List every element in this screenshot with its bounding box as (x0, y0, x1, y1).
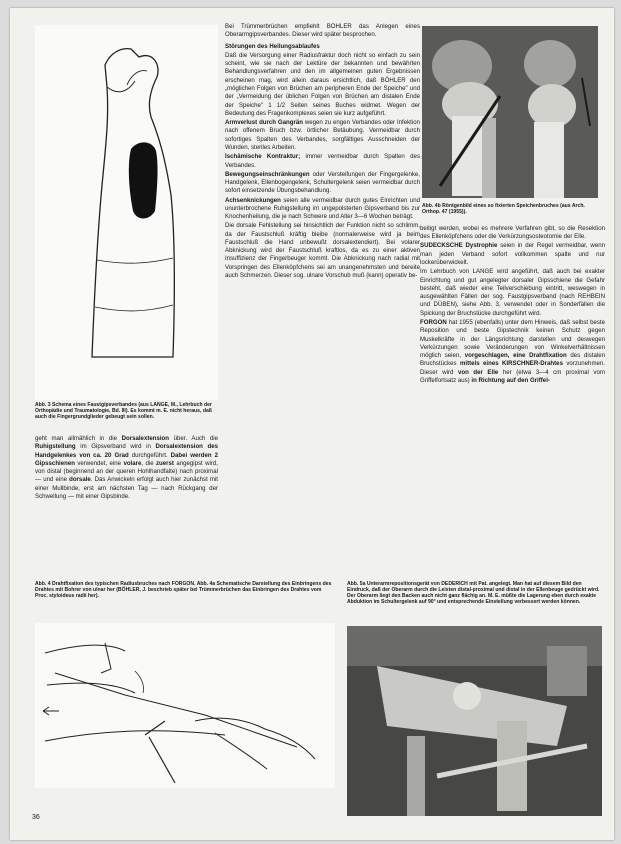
section-heading: Störungen des Heilungsablaufes (225, 42, 320, 50)
figure-wire-drawing (35, 623, 335, 788)
column-1-text (35, 435, 218, 575)
figure-cast-schematic (35, 25, 218, 400)
paragraph: Im Lehrbuch von LANGE wird angeführt, daß auch bei exakter Einrichtung und gut angelegter dorsaler Gipsschiene die Gefahr besteht, daß wieder eine Teilverschiebung eintritt, weswegen in ausgewählten Fällen der sog. Faustgipsverband (nach REHBEIN und DÜBEN), siehe Abb. 3, verwendet oder in Sonderfällen die Spickung der Bruchstücke durchgeführt wird. (420, 268, 605, 317)
figure-xray (422, 26, 598, 198)
paragraph: beitigt werden, wobei es mehrere Verfahren gibt, so die Resektion des Ellenköpfchens oder die Verkürzungsosteotomie der Elle. (420, 225, 605, 241)
page-number: 36 (32, 814, 40, 821)
column-1-paragraph: geht man allmählich in die Dorsalextension über. Auch die Ruhigstellung im Gipsverband wird in Dorsalextension des Handgelenkes von ca. 20 Grad durchgeführt. Dabei werden 2 Gipsschienen verwendet, eine volare, die zuerst angegipst wird, von distal (beginnend an der queren Hohlhandfalte) nach proximal — und eine dorsale. Das Anwickeln erfolgt auch hier zunächst mit einer Mullbinde, erst am nächsten Tag — nach Rückgang der Schwellung — mit einer Gipsbinde. (35, 435, 218, 501)
paragraph: Die dorsale Fehlstellung sei hinsichtlich der Funktion nicht so schlimm, da der Faustschluß kräftig bleibe (normalerweise wird ja beim Faustschluß die Hand unbewußt dorsalextendiert). Bei volarer Abknickung wird der Faustschluß kraftlos, da es zu einer aktiven Insuffizienz der Fingerbeuger kommt. Die Abknickung nach radial mit Vorspringen des Ellenköpfchens sei am unangenehmsten und bereite auch Schmerzen. Dieser sog. ulnare Vorschub muß (kann) operativ be- (225, 222, 420, 280)
paragraph: SUDECKSCHE Dystrophie seien in der Regel vermeidbar, wenn man jeden Verband sofort vollkommen spalte und nur lockerüberwickelt. (420, 242, 605, 267)
column-3-text (420, 225, 605, 575)
wire-drawing (35, 623, 335, 788)
paragraph: Daß die Versorgung einer Radiusfraktur doch nicht so einfach zu sein scheint, wie sie nach der Lektüre der bekannten und bewährten Behandlungsverfahren und den im allgemeinen guten Ergebnissen erscheinen mag, wird allein daraus ersichtlich, daß BÖHLER den „möglichen Folgen von Brüchen am peripheren Ende der Speiche" und der „Vermeidung der üblichen Folgen von Brüchen am distalen Ende der Speiche" 1 1/2 Seiten seines Buches widmet. Wegen der Bedeutung des Fragenkomplexes seien sie kurz aufgeführt. (225, 51, 420, 117)
figure-5a-caption: Abb. 5a Unterarmrepositionsgerät von DEDERICH mit Pat. angelegt. Man hat auf diesem Bild den Eindruck, daß der Oberarm durch die Leisten distal-proximal und distal in der Ellenbeuge gedrückt wird. Der Oberarm liegt den Backen auch nicht ganz flächig an. M. E. müßte die Lagerung eben durch exakte Abduktion im Schultergelenk auf 90° und entsprechende Einstellung verbessert werden können. (347, 581, 600, 606)
figure-3-caption: Abb. 3 Schema eines Faustgipsverbandes (aus LANGE, M., Lehrbuch der Orthopädie und Traumatologie, Bd. III). Es kommt m. E. nicht heraus, daß auch die Fingergrundglieder gebeugt sein sollen. (35, 402, 212, 421)
paragraph: FORGON hat 1955 (ebenfalls) unter dem Hinweis, daß selbst beste Reposition und beste Gipstechnik keinen Schutz gegen Muskelkräfte in der Längsrichtung darstellen und deswegen Verkürzungen sowie Veränderungen von Winkelverhältnissen möglich seien, vorgeschlagen, eine Drahtfixation des distalen Bruchstückes mittels eines KIRSCHNER-Drahtes vorzunehmen. Dieser wird von der Elle her (etwa 3—4 cm proximal vom Griffelfortsatz aus) in Richtung auf den Griffel- (420, 318, 605, 385)
paragraph: Ischämische Kontraktur; immer vermeidbar durch Spalten des Verbandes. (225, 153, 420, 169)
column-2-text (225, 23, 420, 575)
journal-page (10, 8, 614, 840)
apparatus-photo (347, 626, 602, 816)
paragraph: Achsenknickungen seien alle vermeidbar durch gutes Einrichten und ununterbrochene Ruhigstellung im ungepolsterten Gipsverband bis zur Knochenheilung, die je nach Schwere und Alter 3—6 Wochen beträgt. (225, 196, 420, 221)
figure-4b-caption: Abb. 4b Röntgenbild eines so fixierten Speichenbruches (aus Arch. Orthop. 47 (1955)). (422, 203, 585, 216)
xray-image (422, 26, 598, 198)
paragraph: Bewegungseinschränkungen oder Versteifungen der Fingergelenke, Handgelenk, Ellenbogengelenk, Schultergelenk seien vermeidbar durch sofort einsetzende Übungsbehandlung. (225, 170, 420, 195)
intro-paragraph: Bei Trümmerbrüchen empfiehlt BÖHLER das Anlegen eines Oberarmgipsverbandes. Dieser wird später besprochen. (225, 23, 420, 39)
paragraph: Armverlust durch Gangrän wegen zu engen Verbandes oder Infektion nach offenem Bruch bzw. örtlicher Betäubung. Vermeidbar durch sofortiges Spalten des Verbandes, sorgfältiges Ausschneiden der Wunden, steriles Arbeiten. (225, 119, 420, 152)
figure-apparatus-photo (347, 626, 602, 816)
figure-4-caption: Abb. 4 Drahtfixation des typischen Radiusbruches nach FORGON. Abb. 4a Schematische Darstellung des Einbringens des Drahtes mit Bohrer von ulnar her (BÖHLER, J. beschrieb später bei Trümmerbrüchen das Einbringen des Drahtes vom Proc. styloideus radii her). (35, 581, 332, 600)
cast-drawing (35, 25, 218, 400)
